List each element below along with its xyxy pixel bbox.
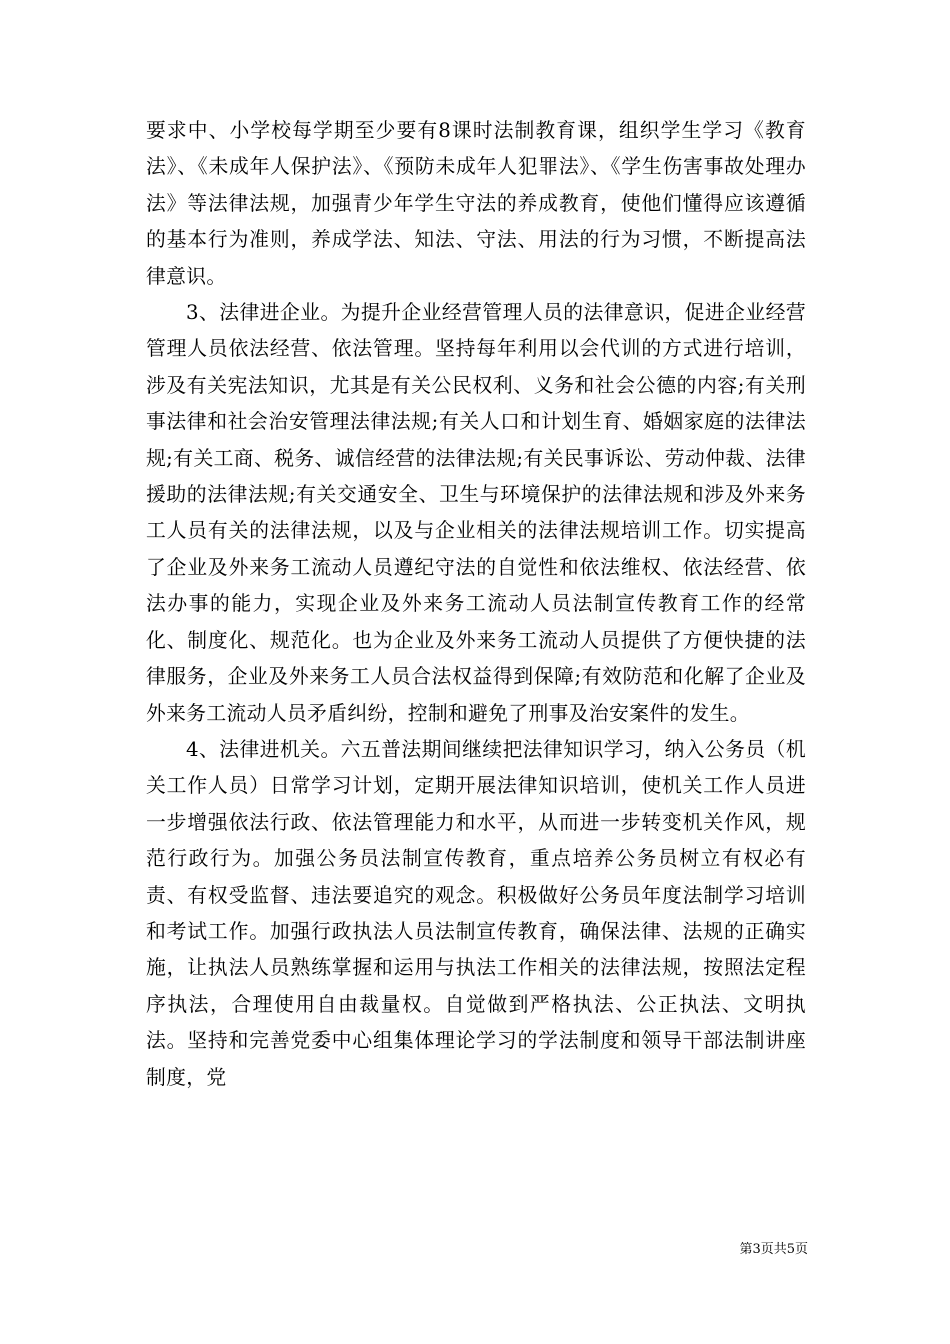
- paragraph-law-into-government-agencies: 4、法律进机关。六五普法期间继续把法律知识学习，纳入公务员（机关工作人员）日常学习计划，定期开展法律知识培训，使机关工作人员进一步增强依法行政、依法管理能力和水平，从而进一步转变机关作风，规范行政行为。加强公务员法制宣传教育，重点培养公务员树立有权必有责、有权受监督、违法要追究的观念。积极做好公务员年度法制学习培训和考试工作。加强行政执法人员法制宣传教育，确保法律、法规的正确实施，让执法人员熟练掌握和运用与执法工作相关的法律法规，按照法定程序执法，合理使用自由裁量权。自觉做到严格执法、公正执法、文明执法。坚持和完善党委中心组集体理论学习的学法制度和领导干部法制讲座制度，党: [146, 737, 806, 1089]
- page-number-footer: 第3页共5页: [739, 1242, 808, 1257]
- document-body: [146, 113, 806, 1096]
- paragraph-school-education: 要求中、小学校每学期至少要有8课时法制教育课，组织学生学习《教育法》、《未成年人保护法》、《预防未成年人犯罪法》、《学生伤害事故处理办法》等法律法规，加强青少年学生守法的养成教育，使他们懂得应该遵循的基本行为准则，养成学法、知法、守法、用法的行为习惯，不断提高法律意识。: [146, 119, 806, 288]
- paragraph-law-into-enterprises: 3、法律进企业。为提升企业经营管理人员的法律意识，促进企业经营管理人员依法经营、依法管理。坚持每年利用以会代训的方式进行培训，涉及有关宪法知识，尤其是有关公民权利、义务和社会公德的内容;有关刑事法律和社会治安管理法律法规;有关人口和计划生育、婚姻家庭的法律法规;有关工商、税务、诚信经营的法律法规;有关民事诉讼、劳动仲裁、法律援助的法律法规;有关交通安全、卫生与环境保护的法律法规和涉及外来务工人员有关的法律法规，以及与企业相关的法律法规培训工作。切实提高了企业及外来务工流动人员遵纪守法的自觉性和依法维权、依法经营、依法办事的能力，实现企业及外来务工流动人员法制宣传教育工作的经常化、制度化、规范化。也为企业及外来务工流动人员提供了方便快捷的法律服务，企业及外来务工人员合法权益得到保障;有效防范和化解了企业及外来务工流动人员矛盾纠纷，控制和避免了刑事及治安案件的发生。: [146, 301, 806, 725]
